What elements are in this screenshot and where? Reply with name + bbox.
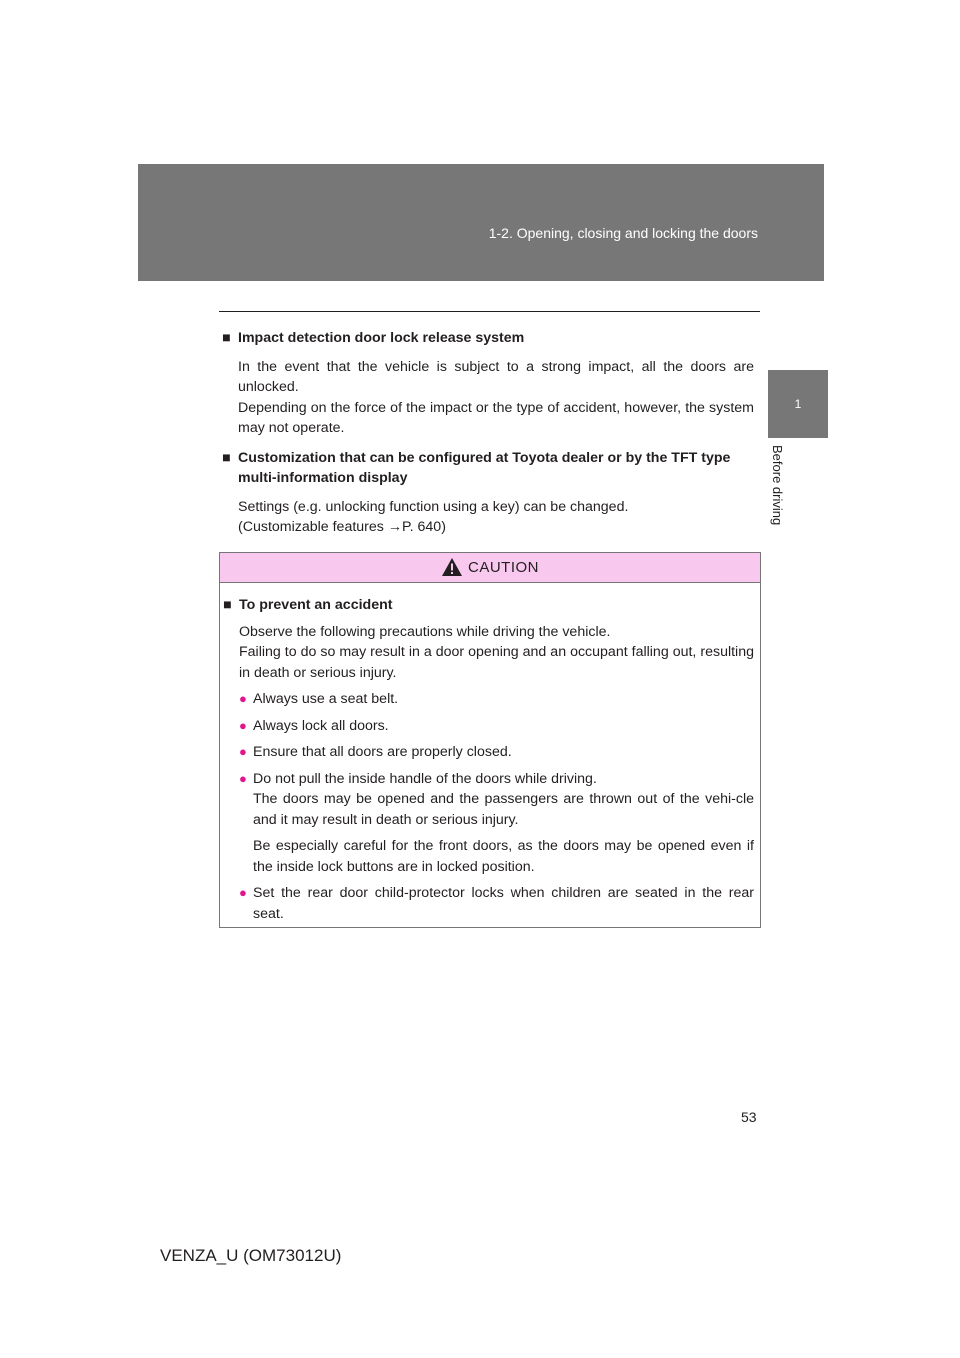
section-title: 1-2. Opening, closing and locking the doors bbox=[488, 225, 758, 241]
footer-model-code: VENZA_U (OM73012U) bbox=[160, 1246, 342, 1265]
bullet-text: Do not pull the inside handle of the doors while driving. The doors may be opened and the passengers are thrown out of the vehi-cle and it may result in death or serious injury. bbox=[253, 770, 754, 828]
section-body: In the event that the vehicle is subject to a strong impact, all the doors are unlocked. Depending on the force of the impact or the type of accident, however, the system may not operate. bbox=[238, 358, 754, 436]
square-marker-icon: ■ bbox=[222, 330, 231, 346]
section-body: Settings (e.g. unlocking function using a key) can be changed. (Customizable features →P. 640) bbox=[238, 498, 629, 535]
bullet-text: Always use a seat belt. bbox=[253, 691, 399, 707]
section-customization bbox=[222, 448, 754, 538]
chapter-label: Before driving bbox=[770, 445, 785, 526]
bullet-icon: ● bbox=[239, 691, 247, 706]
caution-intro: Observe the following precautions while driving the vehicle. Failing to do so may result in a door opening and an occupant falling out, resulting in death or serious injury. bbox=[239, 623, 754, 681]
bullet-text-group bbox=[253, 769, 754, 878]
square-marker-icon: ■ bbox=[223, 597, 232, 613]
chapter-tab bbox=[768, 370, 828, 438]
chapter-number: 1 bbox=[794, 397, 802, 411]
bullet-text: Set the rear door child-protector locks when children are seated in the rear seat. bbox=[253, 885, 754, 922]
bullet-icon: ● bbox=[239, 717, 247, 733]
page-number: 53 bbox=[741, 1109, 757, 1125]
warning-triangle-icon bbox=[441, 557, 463, 577]
list-item bbox=[223, 742, 754, 763]
caution-header bbox=[220, 553, 760, 583]
caution-heading-text: To prevent an accident bbox=[239, 597, 393, 613]
caution-box bbox=[219, 552, 761, 928]
section-heading bbox=[222, 448, 754, 489]
bullet-text: Always lock all doors. bbox=[253, 717, 389, 734]
square-marker-icon: ■ bbox=[222, 449, 231, 466]
list-item bbox=[223, 716, 754, 737]
bullet-icon: ● bbox=[239, 744, 247, 759]
caution-heading bbox=[223, 595, 754, 616]
caution-body bbox=[220, 583, 760, 924]
bullet-text: Ensure that all doors are properly closed. bbox=[253, 744, 512, 760]
caution-title: CAUTION bbox=[468, 559, 539, 576]
main-content bbox=[222, 328, 754, 547]
section-impact-detection bbox=[222, 328, 754, 439]
list-item bbox=[223, 883, 754, 924]
section-heading bbox=[222, 328, 754, 349]
bullet-subtext: Be especially careful for the front doors, as the doors may be opened even if the inside lock buttons are in locked position. bbox=[253, 838, 754, 875]
section-heading-text: Impact detection door lock release system bbox=[238, 330, 525, 346]
bullet-icon: ● bbox=[239, 885, 247, 900]
top-rule bbox=[219, 311, 760, 312]
list-item bbox=[223, 689, 754, 710]
bullet-icon: ● bbox=[239, 770, 247, 786]
section-heading-text: Customization that can be configured at Toyota dealer or by the TFT type multi-information display bbox=[238, 449, 731, 486]
header-band bbox=[138, 164, 824, 281]
list-item bbox=[223, 769, 754, 878]
